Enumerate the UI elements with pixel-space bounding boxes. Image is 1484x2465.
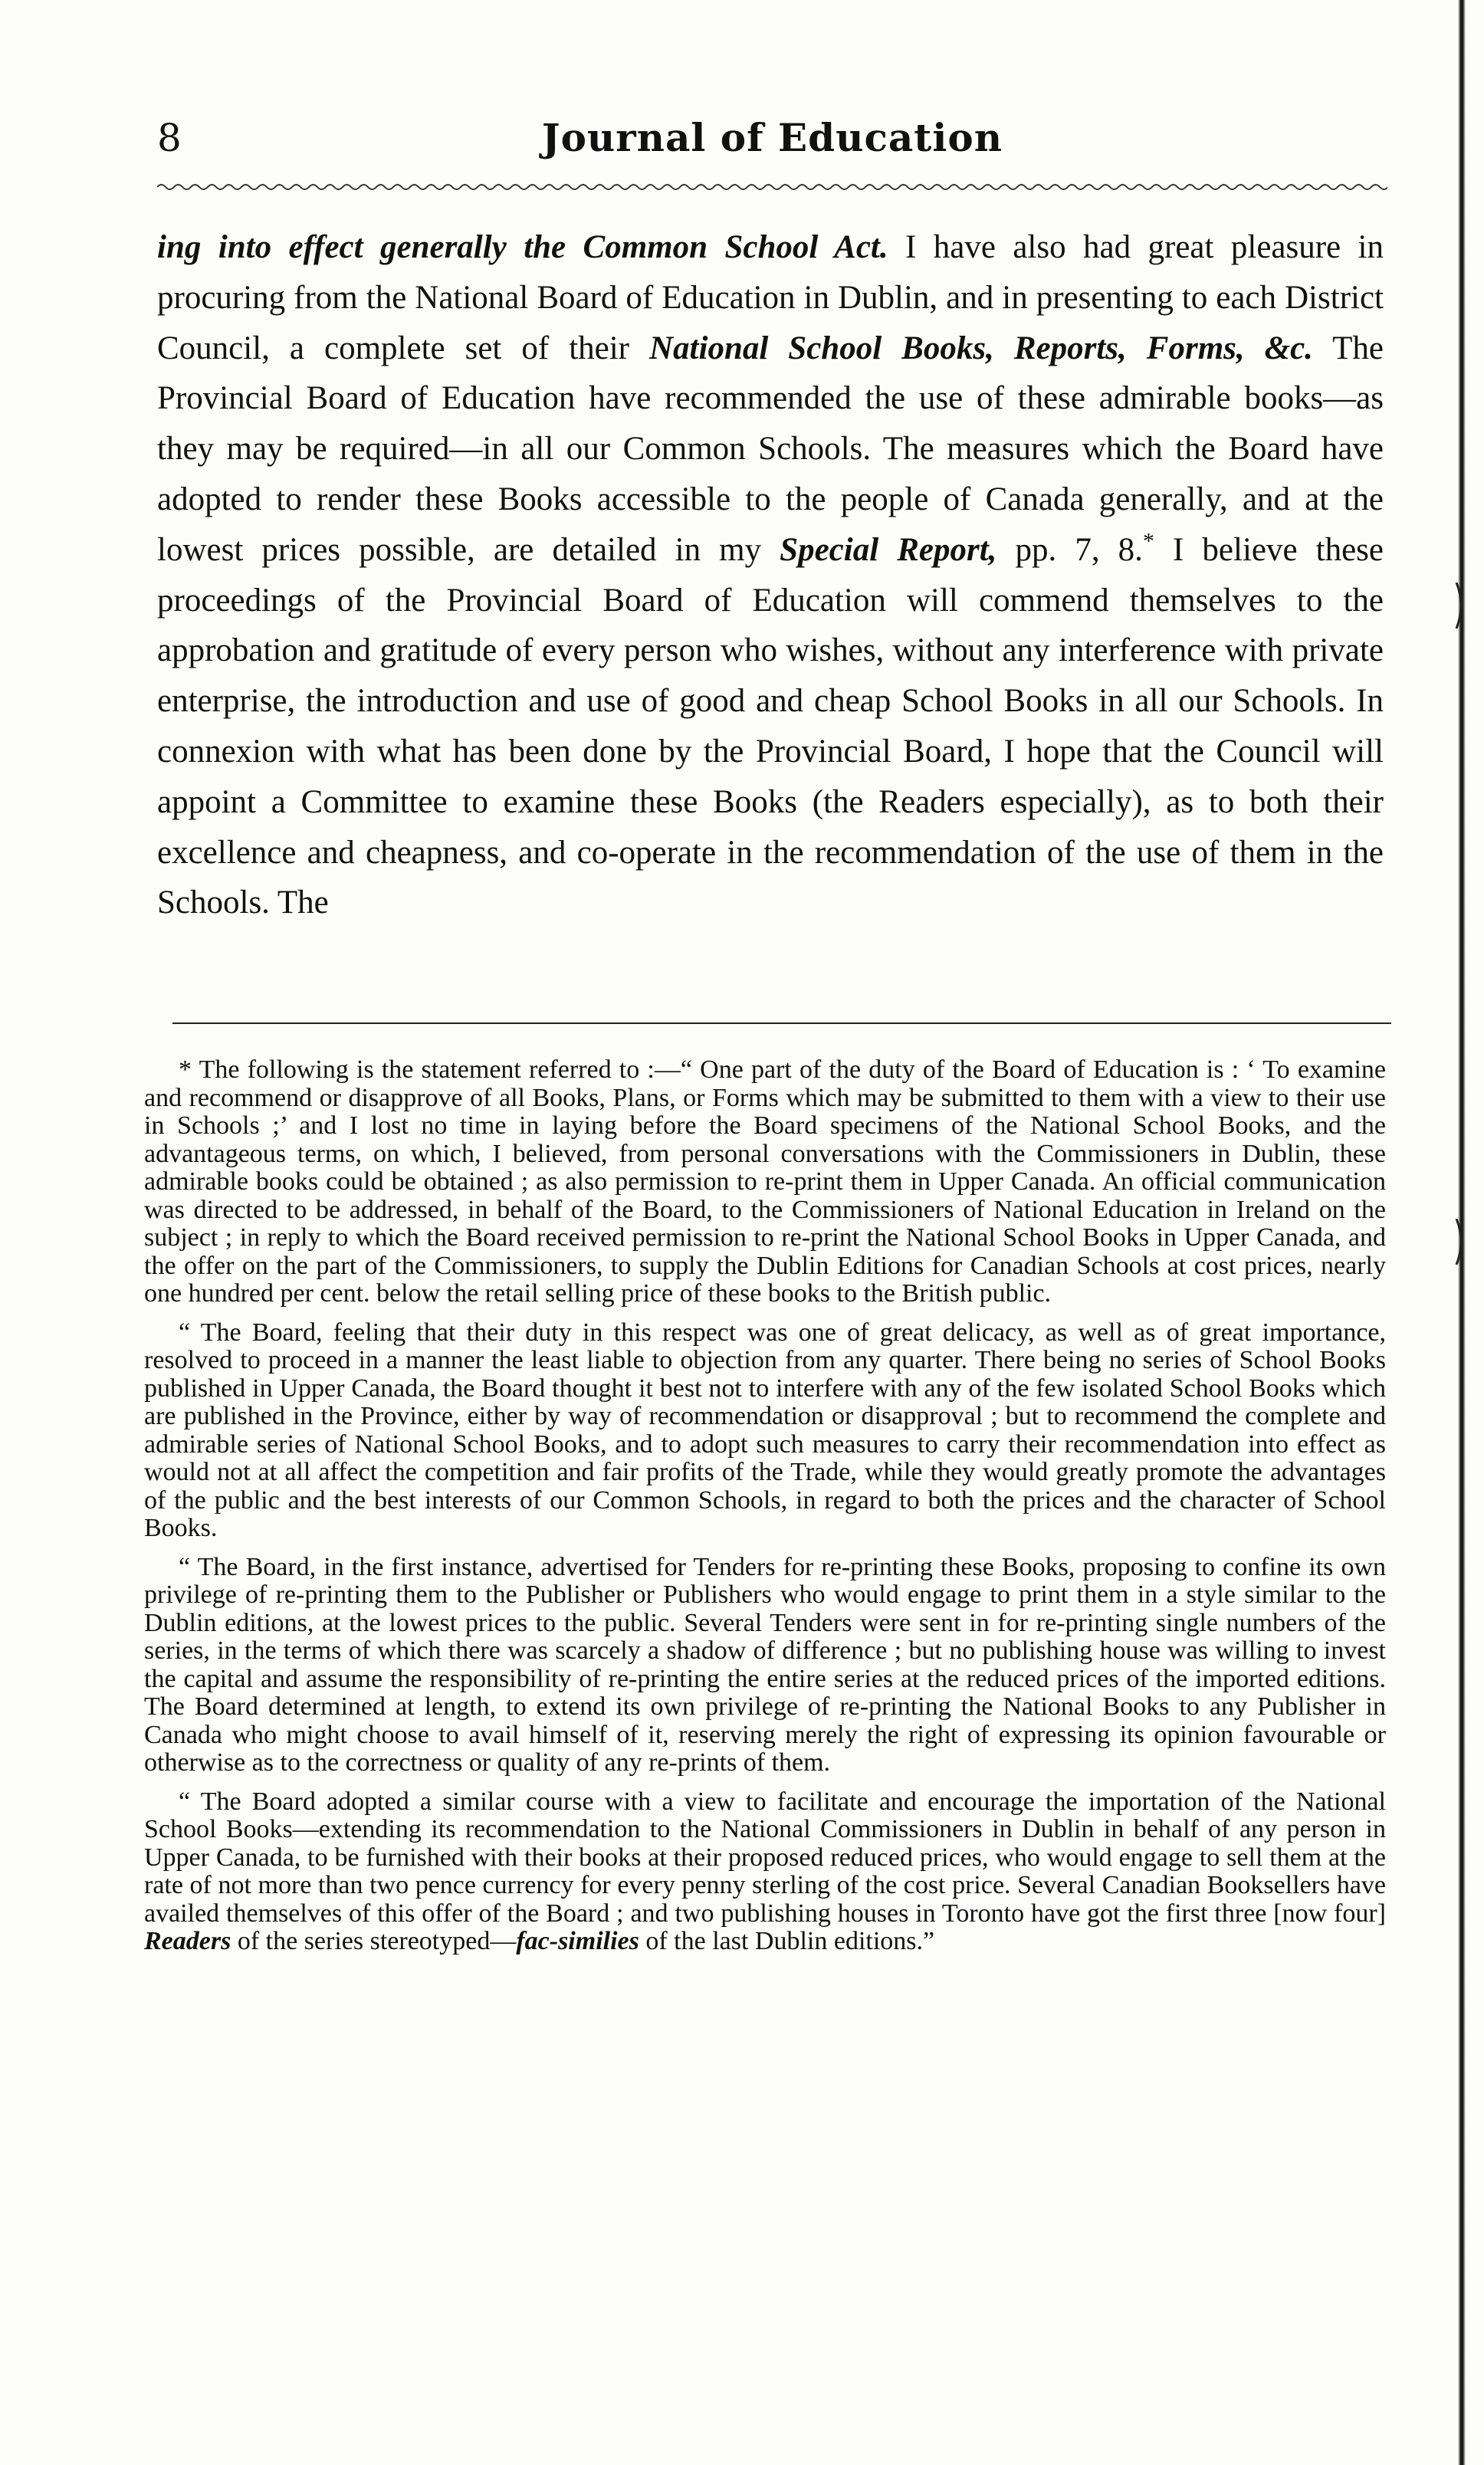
edge-bracket-mark — [1453, 583, 1467, 629]
footnote-rule — [172, 1022, 1391, 1024]
footnote-p4-italic-readers: Readers — [144, 1927, 231, 1955]
running-header — [157, 115, 1387, 169]
footnote-paragraph-1: * The following is the statement referred to :—“ One part of the duty of the Board of Education is : ‘ To examine and recommend or disapprove of all Books, Plans, or Forms which may be submitted to them with a view to their use in Schools ;’ and I lost no time in laying before the Board specimens of the National School Books, and the advantageous terms, on which, I believed, from personal conversations with the Commissioners in Dublin, these admirable books could be obtained ; as also permission to re-print them in Upper Canada. An official communication was directed to be addressed, in behalf of the Board, to the Commissioners of National Education in Ireland on the subject ; in reply to which the Board received permission to re-print the National School Books in Upper Canada, and the offer on the part of the Commissioners, to supply the Dublin Editions for Canadian Schools at cost prices, nearly one hundred per cent. below the retail selling price of these books to the British public. — [144, 1055, 1386, 1308]
footnote-p4-text-3: of the last Dublin editions.” — [639, 1927, 935, 1955]
body-text-3: pp. 7, 8. — [996, 531, 1143, 568]
footnote-paragraph-2: “ The Board, feeling that their duty in this respect was one of great delicacy, as well as of great importance, resolved to proceed in a manner the least liable to objection from any quarter. There being no series of School Books published in Upper Canada, the Board thought it best not to interfere with any of the few isolated School Books which are published in the Province, either by way of recommendation or disapproval ; but to recommend the complete and admirable series of National School Books, and to adopt such measures to carry their recommendation into effect as would not at all affect the competition and fair profits of the Trade, while they would greatly promote the advantages of the public and the best interests of our Common Schools, in regard to both the prices and the character of School Books. — [144, 1318, 1386, 1542]
wavy-rule — [157, 181, 1387, 193]
body-italic-report: Special Report, — [780, 531, 997, 568]
footnote-p4-italic-facsimilies: fac-similies — [516, 1927, 639, 1955]
journal-title: Journal of Education — [541, 115, 1003, 160]
footnote-p4-text-1: “ The Board adopted a similar course with a view to facilitate and encourage the importation of the National School Books—extending its recommendation to the National Commissioners in Dublin in behalf of any person in Upper Canada, to be furnished with their books at their proposed reduced prices, who would engage to sell them at the rate of not more than two pence currency for every penny sterling of the cost price. Several Canadian Booksellers have availed themselves of this offer of the Board ; and two publishing houses in Toronto have got the first three [now four] — [144, 1787, 1386, 1928]
footnote-p4-text-2: of the series stereotyped— — [231, 1927, 517, 1955]
edge-bracket-mark — [1453, 1219, 1467, 1265]
body-text-4: I believe these proceedings of the Provincial Board of Education will commend themselves to the approbation and gratitude of every person who wishes, without any interference with private enterprise, the introduction and use of good and cheap School Books in all our Schools. In connexion with what has been done by the Provincial Board, I hope that the Council will appoint a Committee to examine these Books (the Readers especially), as to both their excellence and cheapness, and co-operate in the recommendation of the use of them in the Schools. The — [157, 531, 1384, 921]
footnote-paragraph-4 — [144, 1788, 1386, 1956]
body-italic-act: ing into effect generally the Common School Act. — [157, 229, 888, 265]
page-number: 8 — [157, 116, 182, 160]
body-text-1: I have also had great pleasure in procuring from the National Board of Education in Dublin, and in presenting to each District Council, a complete set of their — [157, 229, 1384, 366]
body-text-2: The Provincial Board of Education have recommended the use of these admirable books—as they may be required—in all our Common Schools. The measures which the Board have adopted to render these Books accessible to the people of Canada generally, and at the lowest prices possible, are detailed in my — [157, 330, 1384, 568]
body-italic-books: National School Books, Reports, Forms, &c. — [649, 330, 1313, 366]
footnote-paragraph-3: “ The Board, in the first instance, advertised for Tenders for re-printing these Books, proposing to confine its own privilege of re-printing them to the Publisher or Publishers who would engage to print them in a style similar to the Dublin editions, at the lowest prices to the public. Several Tenders were sent in for re-printing single numbers of the series, in the terms of which there was scarcely a shadow of difference ; but no publishing house was willing to invest the capital and assume the responsibility of re-printing the entire series at the reduced prices of the imported editions. The Board determined at length, to extend its own privilege of re-printing the National Books to any Publisher in Canada who might choose to avail himself of it, reserving merely the right of expressing its opinion favourable or otherwise as to the correctness or quality of any re-prints of them. — [144, 1552, 1386, 1777]
footnote-marker: * — [1142, 528, 1154, 554]
main-body-text — [157, 222, 1384, 928]
footnote — [144, 1056, 1386, 1967]
